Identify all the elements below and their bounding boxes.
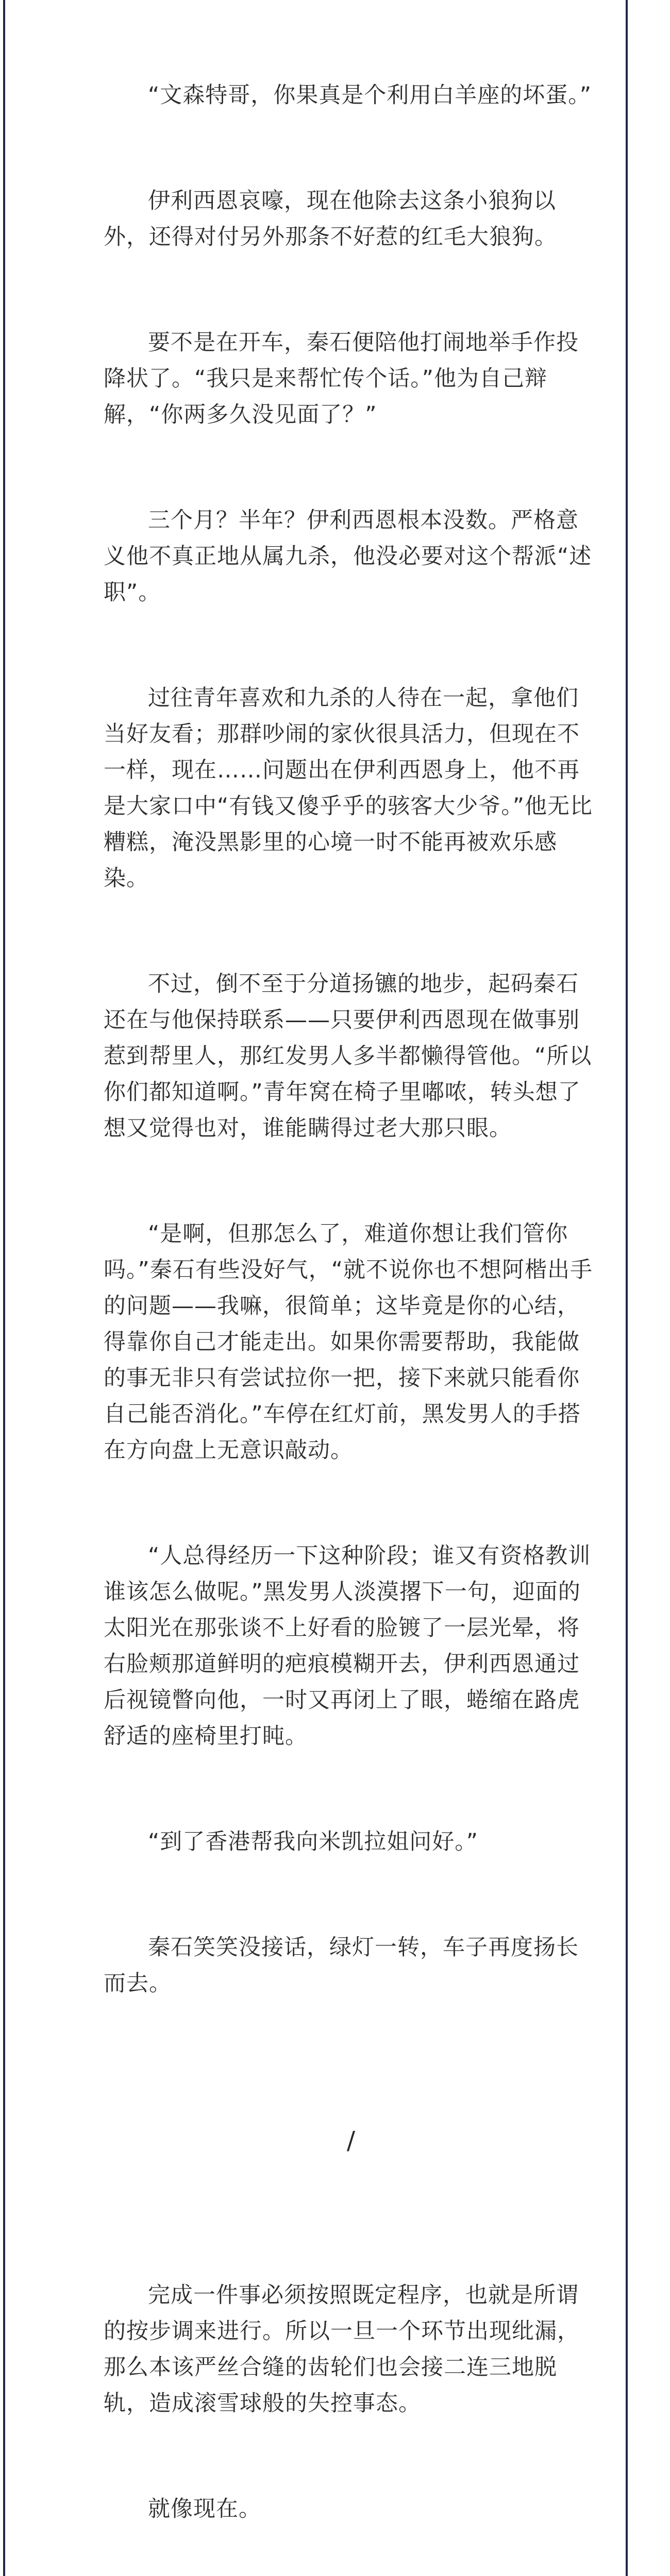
section-separator: / xyxy=(346,2126,356,2155)
paragraph: 三个月？半年？伊利西恩根本没数。严格意义他不真正地从属九杀，他没必要对这个帮派“述职”。 xyxy=(104,507,592,605)
paragraph: 就像现在。 xyxy=(148,2496,261,2522)
paragraph: 完成一件事必须按照既定程序，也就是所谓的按步调来进行。所以一旦一个环节出现纰漏，那么本该严丝合缝的齿轮们也会接二连三地脱轨，造成滚雪球般的失控事态。 xyxy=(104,2282,580,2416)
paragraph: “人总得经历一下这种阶段；谁又有资格教训谁该怎么做呢。”黑发男人淡漠撂下一句，迎面的太阳光在那张谈不上好看的脸镀了一层光晕，将右脸颊那道鲜明的疤痕模糊开去，伊利西恩通过后视镜瞥向他，一时又再闭上了眼，蜷缩在路虎舒适的座椅里打盹。 xyxy=(104,1543,591,1749)
paragraph: “文森特哥，你果真是个利用白羊座的坏蛋。” xyxy=(148,82,592,108)
paragraph: 不过，倒不至于分道扬镳的地步，起码秦石还在与他保持联系——只要伊利西恩现在做事别惹到帮里人，那红发男人多半都懒得管他。“所以你们都知道啊。”青年窝在椅子里嘟哝，转头想了想又觉得也对，谁能瞒得过老大那只眼。 xyxy=(104,971,592,1141)
page-frame xyxy=(3,0,628,2576)
paragraph: 过往青年喜欢和九杀的人待在一起，拿他们当好友看；那群吵闹的家伙很具活力，但现在不一样，现在……问题出在伊利西恩身上，他不再是大家口中“有钱又傻乎乎的骇客大少爷。”他无比糟糕，淹没黑影里的心境一时不能再被欢乐感染。 xyxy=(104,685,593,891)
paragraph: 伊利西恩哀嚎，现在他除去这条小狼狗以外，还得对付另外那条不好惹的红毛大狼狗。 xyxy=(104,188,557,250)
paragraph: “到了香港帮我向米凯拉姐问好。” xyxy=(148,1829,479,1855)
paragraph: 秦石笑笑没接话，绿灯一转，车子再度扬长而去。 xyxy=(104,1935,579,1996)
paragraph: “是啊，但那怎么了，难道你想让我们管你吗。”秦石有些没好气，“就不说你也不想阿楷出手的问题——我嘛，很简单；这毕竟是你的心结，得靠你自己才能走出。如果你需要帮助，我能做的事无非只有尝试拉你一把，接下来就只能看你自己能否消化。”车停在红灯前，黑发男人的手搭在方向盘上无意识敲动。 xyxy=(104,1221,593,1463)
paragraph: 要不是在开车，秦石便陪他打闹地举手作投降状了。“我只是来帮忙传个话。”他为自己辩解，“你两多久没见面了？” xyxy=(104,330,579,428)
page-content xyxy=(104,77,598,2576)
